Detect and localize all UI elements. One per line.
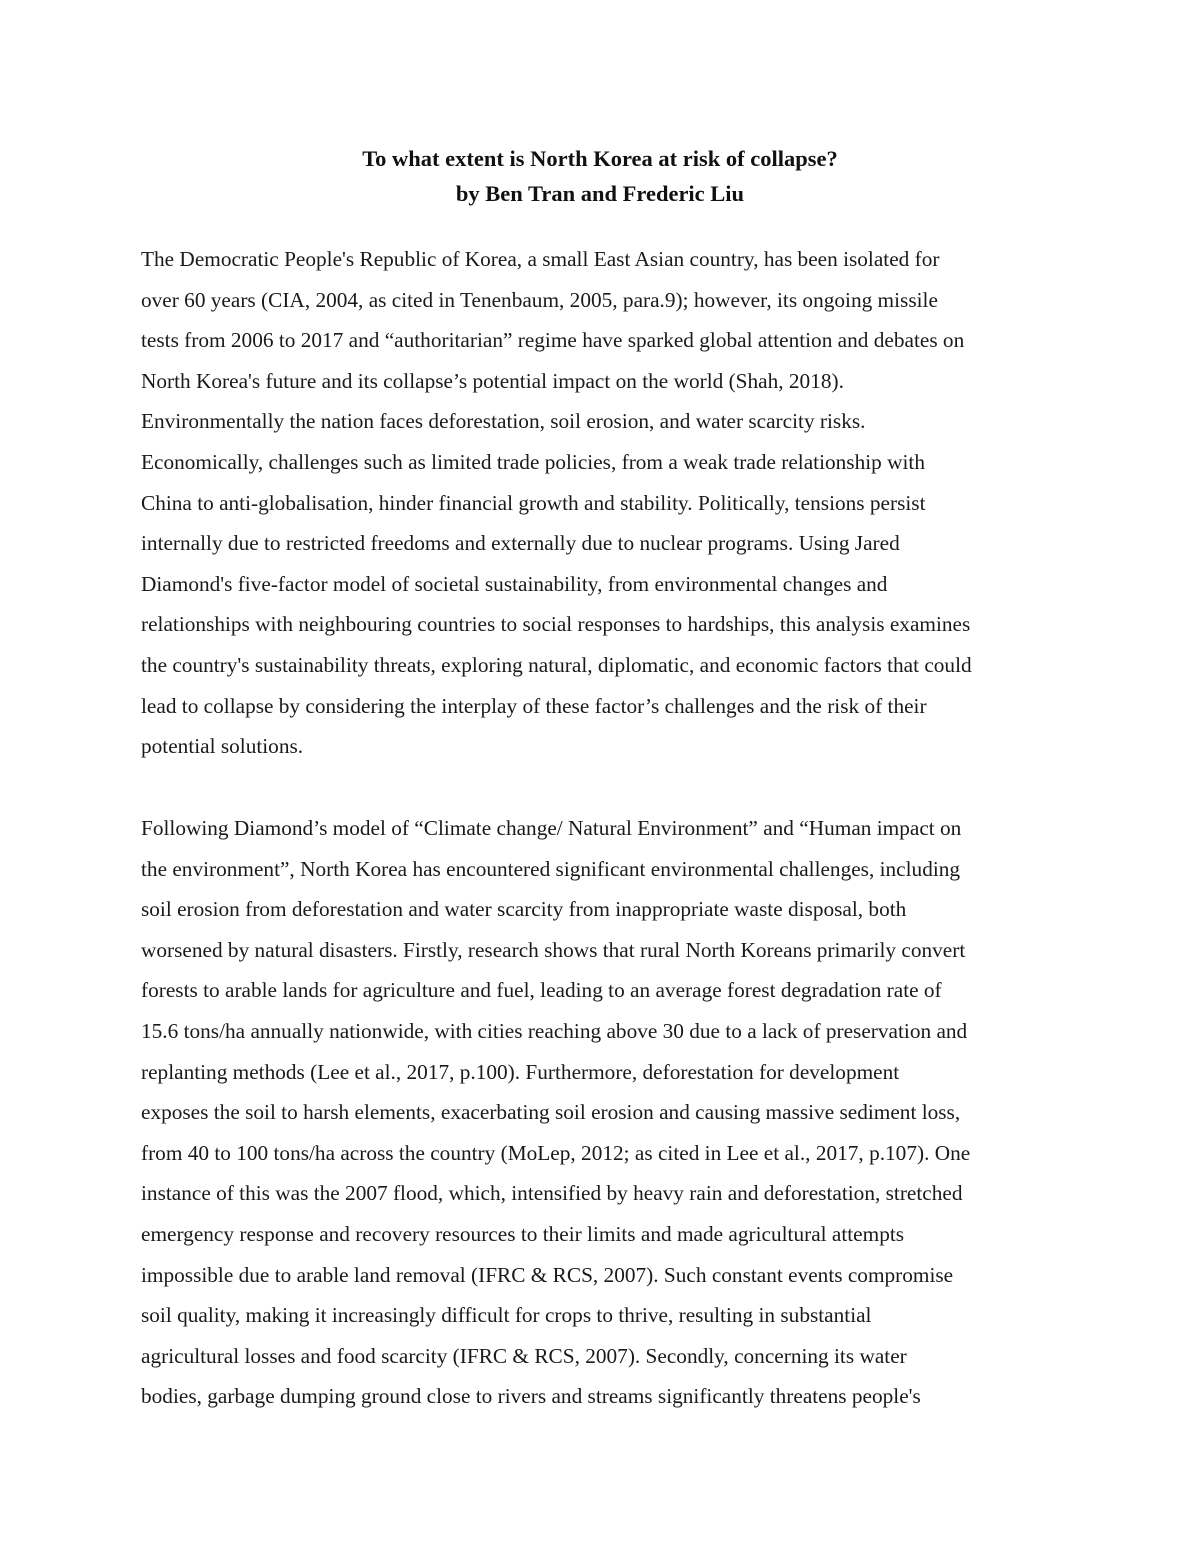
text-line: forests to arable lands for agriculture and fuel, leading to an average forest degradation rate of xyxy=(141,978,942,1003)
text-line: Economically, challenges such as limited trade policies, from a weak trade relationship with xyxy=(141,449,925,474)
paragraph-environment xyxy=(141,808,1071,1417)
text-line: agricultural losses and food scarcity (IFRC & RCS, 2007). Secondly, concerning its water xyxy=(141,1343,907,1368)
text-line: soil erosion from deforestation and water scarcity from inappropriate waste disposal, both xyxy=(141,897,907,922)
text-line: The Democratic People's Republic of Korea, a small East Asian country, has been isolated for xyxy=(141,247,940,271)
text-line: North Korea's future and its collapse’s potential impact on the world (Shah, 2018). xyxy=(141,368,844,393)
text-line: the country's sustainability threats, exploring natural, diplomatic, and economic factors that could xyxy=(141,652,972,677)
text-line: worsened by natural disasters. Firstly, research shows that rural North Koreans primarily convert xyxy=(141,937,966,962)
text-line: 15.6 tons/ha annually nationwide, with cities reaching above 30 due to a lack of preservation and xyxy=(141,1018,968,1043)
text-line: the environment”, North Korea has encountered significant environmental challenges, including xyxy=(141,856,961,881)
text-line: relationships with neighbouring countries to social responses to hardships, this analysis examines xyxy=(141,612,971,637)
text-line: from 40 to 100 tons/ha across the country (MoLep, 2012; as cited in Lee et al., 2017, p.107). One xyxy=(141,1140,971,1165)
text-line: impossible due to arable land removal (IFRC & RCS, 2007). Such constant events compromise xyxy=(141,1262,954,1287)
text-line: Environmentally the nation faces deforestation, soil erosion, and water scarcity risks. xyxy=(141,409,866,434)
title-block xyxy=(0,141,1200,211)
text-line: soil quality, making it increasingly difficult for crops to thrive, resulting in substantial xyxy=(141,1303,872,1328)
text-line: Following Diamond’s model of “Climate change/ Natural Environment” and “Human impact on xyxy=(141,816,962,840)
text-line: instance of this was the 2007 flood, which, intensified by heavy rain and deforestation, stretched xyxy=(141,1181,963,1206)
text-line: bodies, garbage dumping ground close to rivers and streams significantly threatens people's xyxy=(141,1384,921,1409)
document-title: To what extent is North Korea at risk of collapse? xyxy=(362,146,838,171)
text-line: tests from 2006 to 2017 and “authoritarian” regime have sparked global attention and debates on xyxy=(141,328,965,353)
text-line: emergency response and recovery resources to their limits and made agricultural attempts xyxy=(141,1221,905,1246)
document-authors: by Ben Tran and Frederic Liu xyxy=(455,181,745,206)
text-line: potential solutions. xyxy=(141,734,304,759)
text-line: lead to collapse by considering the interplay of these factor’s challenges and the risk of their xyxy=(141,693,927,718)
text-line: internally due to restricted freedoms and externally due to nuclear programs. Using Jared xyxy=(141,531,900,556)
text-line: exposes the soil to harsh elements, exacerbating soil erosion and causing massive sediment loss, xyxy=(141,1100,961,1125)
text-line: Diamond's five-factor model of societal sustainability, from environmental changes and xyxy=(141,571,888,596)
text-line: replanting methods (Lee et al., 2017, p.100). Furthermore, deforestation for development xyxy=(141,1059,900,1084)
paragraph-introduction xyxy=(141,239,1071,767)
text-line: over 60 years (CIA, 2004, as cited in Tenenbaum, 2005, para.9); however, its ongoing missile xyxy=(141,287,938,312)
text-line: China to anti-globalisation, hinder financial growth and stability. Politically, tensions persist xyxy=(141,490,926,515)
